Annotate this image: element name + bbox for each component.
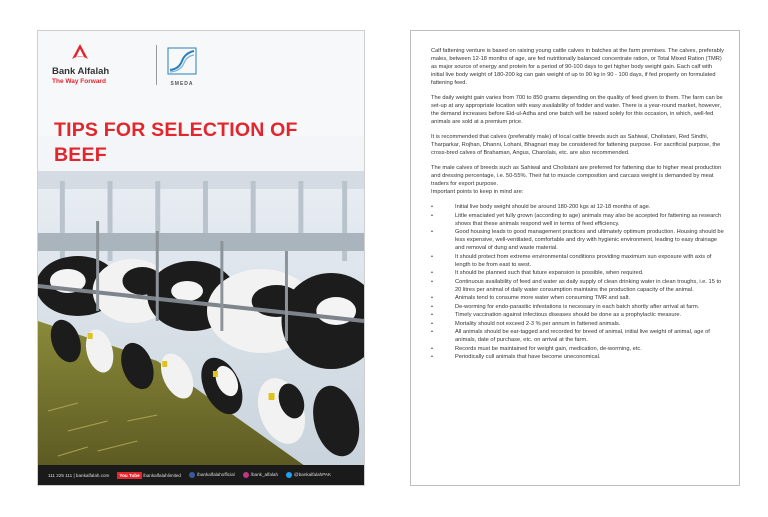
bank-alfalah-logo <box>52 43 132 85</box>
title-line-1: TIPS FOR SELECTION OF BEEF <box>54 119 298 166</box>
list-item: • Records must be maintained for weight gain, medication, de-worming, etc. <box>431 345 725 353</box>
bank-name: Bank Alfalah <box>52 66 110 77</box>
paragraph-1: Calf fattening venture is based on raising young cattle calves in batches at the farm premises. The calves, preferably males, between 12-18 months of age, are fed nutritionally balanced concentrate ration, or Total Mixed Ration (TMR) as major source of energy and protein for a period of 90-100 days to get higher body weight gain. Each calf with initial live body weight of 180-200 kg can gain weight of up to 90 kg in 90 - 100 days, if fed properly on formulated fattening feed. <box>431 48 724 86</box>
cows-barn-photo <box>38 171 364 467</box>
list-item: • Timely vaccination against infectious diseases should be done as a prophylactic measure. <box>431 311 725 319</box>
smeda-label: SMEDA <box>170 81 194 87</box>
footer-instagram <box>243 472 278 478</box>
paragraph-4: The male calves of breeds such as Sahiwal and Cholistani are preferred for fattening due to higher meat production and dressing percentage, i.e. 50-55%. Their fat to muscle composition and carcass weight is demanded by meat traders for export purpose. <box>431 165 722 187</box>
list-item: • Animals tend to consume more water when consuming TMR and salt. <box>431 294 725 302</box>
facebook-icon <box>189 472 195 478</box>
smeda-logo <box>164 47 200 87</box>
list-item: • Good housing leads to good management practices and ultimately optimum production. Housing should be less expensive, well-ventilated, comfortable and dry with hygienic environment, leading to easy drainage and removal of dung and waste material. <box>431 228 725 252</box>
youtube-handle: /bankalfalahlimited <box>142 472 181 478</box>
twitter-handle: @bankalfalahPAK <box>294 472 332 478</box>
twitter-icon <box>286 472 292 478</box>
list-item: • Little emaciated yet fully grown (according to age) animals may also be accepted for fattening as research shows that these animals respond well in terms of feed efficiency. <box>431 212 725 228</box>
paragraph-3: It is recommended that calves (preferably male) of local cattle breeds such as Sahiwal, Cholistani, Red Sindhi, Tharparkar, Rojhan, Dhanni, Lohani, Bhagnari may be considered for fattening purpose. For sacrificial purpose, the cross-bred calves of Brahaman, Angus, Charolais, etc. are also recommended. <box>431 134 721 156</box>
list-item: • De-worming for endo-parasitic infestations is necessary in each batch shortly after arrival at farm. <box>431 303 725 311</box>
list-item: • Continuous availability of feed and water as daily supply of clean drinking water in clean troughs, i.e. 15 to 20 litres per animal of daily water consumption maintains the production capacity of the animal. <box>431 278 725 294</box>
important-points-list <box>431 203 725 361</box>
paragraph-2: The daily weight gain varies from 700 to 850 grams depending on the quality of feed given to them. The farm can be set-up at any appropriate location with easy availability of fodder and water. There is a year-round market, however, the demand increases before Eid-ul-Adha and one batch will be raised solely for this occasion, in which, well-fed animals are sold at a premium price. <box>431 95 723 125</box>
list-item: • Periodically cull animals that have become uneconomical. <box>431 353 725 361</box>
bank-alfalah-logo-icon <box>70 43 90 63</box>
footer-contact: 111 225 111 | bankalfalah.com <box>48 472 110 478</box>
text-page <box>410 30 740 486</box>
instagram-handle: /bank_alfalah <box>250 472 279 478</box>
list-item: • It should protect from extreme environmental conditions providing maximum sun exposure with axis of length to be from east to west. <box>431 253 725 269</box>
footer-facebook <box>189 472 235 478</box>
list-item: • Initial live body weight should be around 180-200 kgs at 12-18 months of age. <box>431 203 725 211</box>
important-points-heading: Important points to keep in mind are: <box>431 189 524 195</box>
bank-tagline: The Way Forward <box>52 78 106 85</box>
footer-youtube <box>117 473 181 478</box>
smeda-logo-icon <box>167 47 197 75</box>
footer-bar <box>38 465 364 485</box>
list-item: • It should be planned such that future expansion is possible, when required. <box>431 269 725 277</box>
logo-divider <box>156 45 157 85</box>
youtube-icon: You Tube <box>119 472 140 478</box>
footer-twitter <box>286 472 331 478</box>
list-item: • Mortality should not exceed 2-3 % per annum in fattened animals. <box>431 320 725 328</box>
facebook-handle: /bankalfalahofficial <box>196 472 235 478</box>
instagram-icon <box>243 472 249 478</box>
brochure-cover <box>37 30 365 486</box>
list-item: • All animals should be ear-tagged and recorded for breed of animal, initial live weight of animal, age of animals, date of purchase, etc. on arrival at the farm. <box>431 328 725 344</box>
